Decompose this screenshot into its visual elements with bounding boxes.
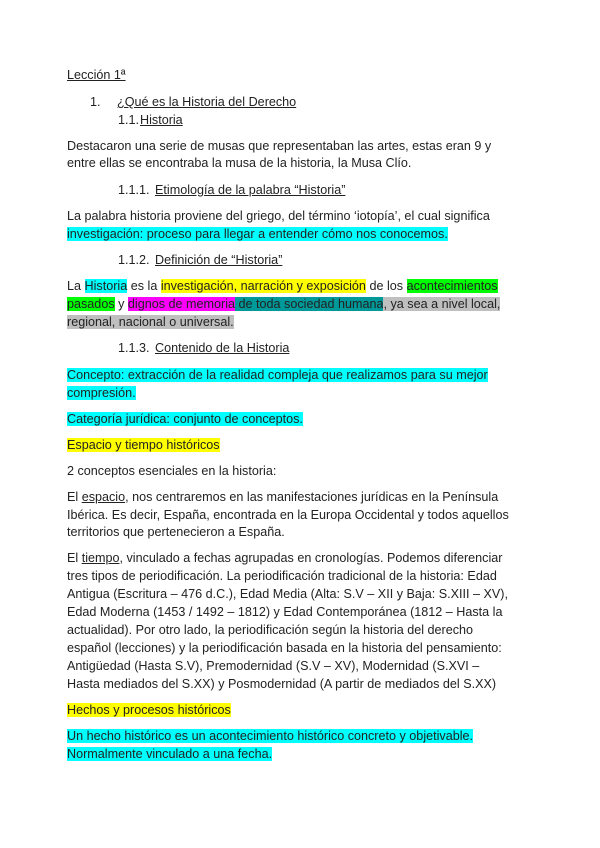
- espacio-word: espacio: [81, 490, 126, 504]
- etymology-highlight: investigación: proceso para llegar a entender cómo nos conocemos.: [67, 227, 448, 241]
- tiempo-line: actualidad). Por otro lado, la periodificación según la historia del derecho: [67, 623, 474, 637]
- hecho-line-2: Normalmente vinculado a una fecha.: [67, 747, 273, 761]
- espacio-text: , nos centraremos en las manifestaciones jurídicas en la Península: [125, 490, 499, 504]
- espacio-line-2: Ibérica. Es decir, España, encontrada en la Europa Occidental y todos aquellos: [67, 508, 509, 522]
- intro-line-2: entre ellas se encontraba la musa de la historia, la Musa Clío.: [67, 156, 412, 170]
- highlight-sociedad: de toda sociedad humana: [235, 297, 384, 311]
- highlight-investigacion: investigación, narración y exposición: [160, 279, 366, 293]
- tiempo-text: El: [67, 551, 82, 565]
- subsubsection-number: 1.1.2.: [118, 253, 150, 267]
- definition-text: de los: [365, 279, 407, 293]
- concepto-line-1: Concepto: extracción de la realidad compleja que realizamos para su mejor: [67, 368, 488, 382]
- categoria-juridica: Categoría jurídica: conjunto de conceptos.: [67, 412, 303, 426]
- highlight-acontecimientos: acontecimientos: [406, 279, 498, 293]
- espacio-line-1: [67, 489, 498, 506]
- section-title: ¿Qué es la Historia del Derecho: [117, 95, 297, 109]
- subsubsection-title: Definición de “Historia”: [155, 253, 283, 267]
- subsubsection-number: 1.1.3.: [118, 341, 150, 355]
- tiempo-line-1: [67, 550, 502, 567]
- tiempo-line: Edad Moderna (1453 / 1492 – 1812) y Edad Contemporánea (1812 – Hasta la: [67, 605, 503, 619]
- highlight-pasados: pasados: [67, 297, 115, 311]
- definition-text: La: [67, 279, 85, 293]
- espacio-tiempo-heading: Espacio y tiempo históricos: [67, 438, 220, 452]
- tiempo-text: , vinculado a fechas agrupadas en cronologías. Podemos diferenciar: [119, 551, 503, 565]
- subsubsection-number: 1.1.1.: [118, 183, 150, 197]
- lesson-title: Lección 1ª: [67, 68, 126, 82]
- tiempo-line: Antigüedad (Hasta S.V), Premodernidad (S.V – XV), Modernidad (S.XVI –: [67, 659, 480, 673]
- highlight-historia: Historia: [84, 279, 128, 293]
- subsubsection-title: Etimología de la palabra “Historia”: [155, 183, 346, 197]
- subsubsection-title: Contenido de la Historia: [155, 341, 290, 355]
- highlight-regional: regional, nacional o universal.: [67, 315, 234, 329]
- definition-line-1: [67, 278, 498, 295]
- tiempo-line: Hasta mediados del S.XX) y Posmodernidad (A partir de mediados del S.XX): [67, 677, 497, 691]
- intro-line-1: Destacaron una serie de musas que representaban las artes, estas eran 9 y: [67, 139, 492, 153]
- tiempo-line: español (lecciones) y la periodificación basada en la historia del pensamiento:: [67, 641, 502, 655]
- subsection-number: 1.1.: [118, 113, 140, 127]
- dos-conceptos: 2 conceptos esenciales en la historia:: [67, 464, 277, 478]
- section-number: 1.: [90, 95, 101, 109]
- tiempo-line: Antigua (Escritura – 476 d.C.), Edad Media (Alta: S.V – XII y Baja: S.XIII – XV),: [67, 587, 508, 601]
- etymology-line-1: La palabra historia proviene del griego, del término ‘iotopía’, el cual significa: [67, 209, 490, 223]
- hechos-heading: Hechos y procesos históricos: [67, 703, 231, 717]
- definition-line-2: [67, 296, 500, 313]
- tiempo-line: tres tipos de periodificación. La periodificación tradicional de la historia: Edad: [67, 569, 497, 583]
- hecho-line-1: Un hecho histórico es un acontecimiento histórico concreto y objetivable.: [67, 729, 474, 743]
- highlight-dignos: dignos de memoria: [127, 297, 236, 311]
- highlight-ya-sea: , ya sea a nivel local,: [383, 297, 501, 311]
- tiempo-word: tiempo: [81, 551, 120, 565]
- espacio-line-3: territorios que pertenecieron a España.: [67, 525, 285, 539]
- subsection-title: Historia: [140, 113, 183, 127]
- concepto-line-2: compresión.: [67, 386, 136, 400]
- definition-text: es la: [127, 279, 161, 293]
- espacio-text: El: [67, 490, 82, 504]
- definition-text: y: [114, 297, 128, 311]
